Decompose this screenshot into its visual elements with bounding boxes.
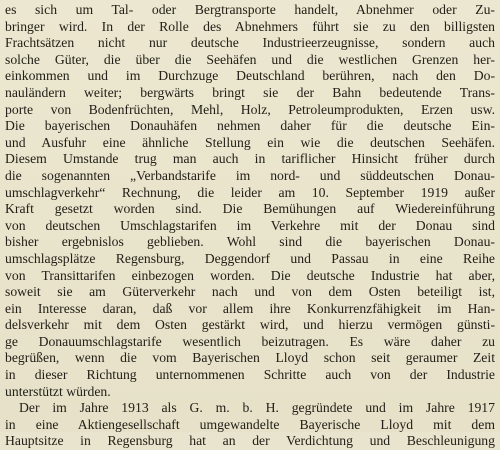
body-text [5, 2, 495, 450]
text-line: nauländern weiter; bergwärts bringt sie der Bahn bedeutende Trans- [5, 84, 495, 100]
text-line: Frachtsätzen nicht nur deutsche Industrieerzeugnisse, sondern auch [5, 35, 495, 51]
text-line: Der im Jahre 1913 als G. m. b. H. gegründete und im Jahre 1917 [19, 400, 495, 416]
text-line: bisher ergebnislos geblieben. Wohl sind die bayerischen Donau- [5, 234, 495, 250]
text-line: von deutschen Umschlagstarifen im Verkehre mit der Donau sind [5, 217, 495, 233]
text-line: und Ausfuhr eine ähnliche Stellung ein wie die deutschen Seehäfen. [5, 134, 495, 150]
text-line: ge Donauumschlagstarife wesentlich beizutragen. Es wäre daher zu [5, 333, 495, 349]
text-line: Diesem Umstande trug man auch in tariflicher Hinsicht früher durch [5, 151, 495, 167]
text-line: Kraft gesetzt worden sind. Die Bemühungen auf Wiedereinführung [5, 201, 495, 217]
text-line: von Transittarifen einbezogen worden. Die deutsche Industrie hat aber, [5, 267, 495, 283]
text-line: umschlagverkehr“ Rechnung, die leider am 10. September 1919 außer [5, 184, 495, 200]
text-line: umschlagsplätze Regensburg, Deggendorf und Passau in eine Reihe [5, 250, 495, 266]
text-line: delsverkehr mit dem Osten gestärkt wird, und hierzu vermögen günsti- [5, 317, 495, 333]
text-line: Die bayerischen Donauhäfen nehmen daher für die deutsche Ein- [5, 118, 495, 134]
text-line: begrüßen, wenn die vom Bayerischen Lloyd schon seit geraumer Zeit [5, 350, 495, 366]
text-line: bringer wird. In der Rolle des Abnehmers führt sie zu den billigsten [5, 18, 495, 34]
text-line: in eine Aktiengesellschaft umgewandelte Bayerische Lloyd mit dem [5, 416, 495, 432]
text-line: unterstützt würden. [5, 383, 111, 399]
text-line: Hauptsitze in Regensburg hat an der Verdichtung und Beschleunigung [5, 433, 495, 449]
text-line: die sogenannten „Verbandstarife im nord- und süddeutschen Donau- [5, 167, 495, 183]
text-line: in dieser Richtung unternommenen Schritte auch von der Industrie [5, 367, 495, 383]
text-line: solche Güter, die über die Seehäfen und die westlichen Grenzen her- [5, 51, 495, 67]
text-line: ein Interesse daran, daß vor allem ihre Konkurrenzfähigkeit im Han- [5, 300, 495, 316]
text-line: soweit sie am Güterverkehr nach und von dem Osten beteiligt ist, [5, 284, 495, 300]
text-line: es sich um Tal- oder Bergtransporte handelt, Abnehmer oder Zu- [5, 2, 495, 17]
text-line: porte von Bodenfrüchten, Mehl, Holz, Petroleumprodukten, Erzen usw. [5, 101, 495, 117]
text-line: einkommen und im Durchzuge Deutschland berühren, nach den Do- [5, 68, 495, 84]
